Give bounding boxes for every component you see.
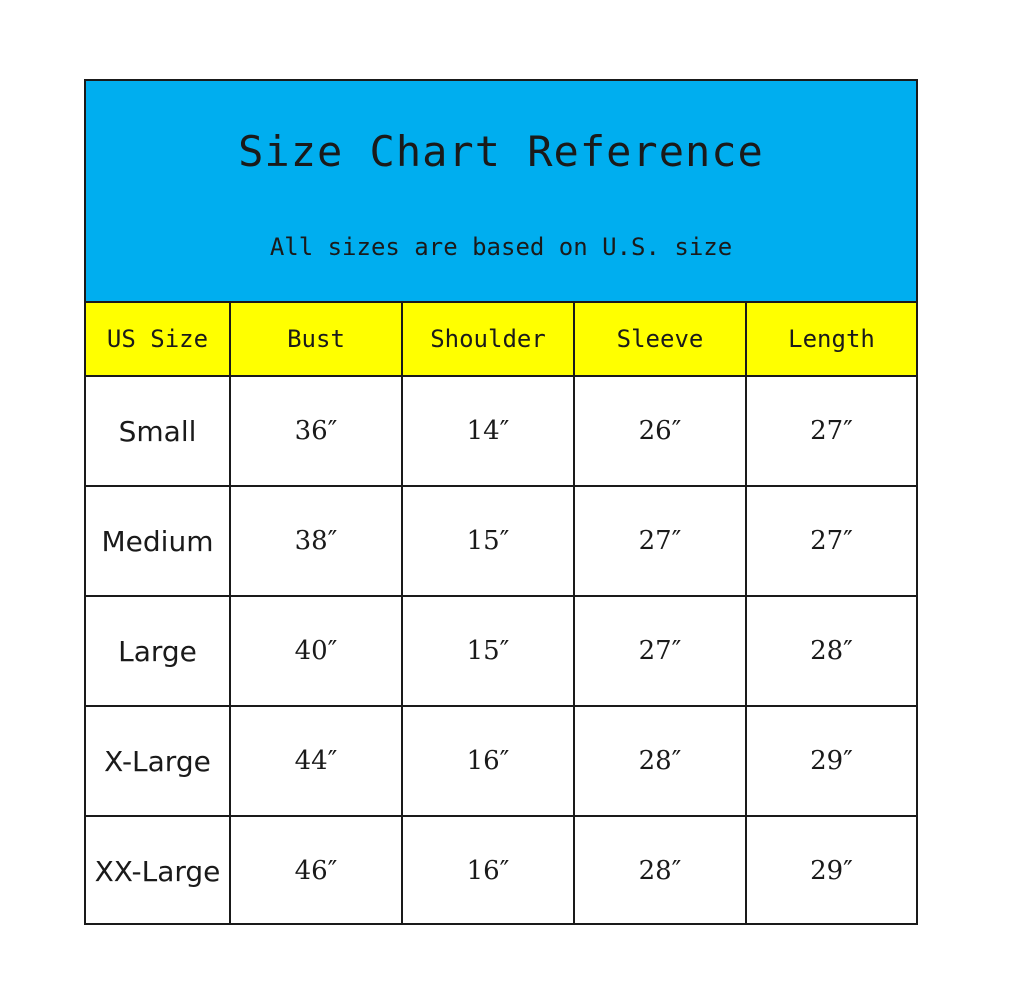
header-shoulder: Shoulder bbox=[402, 303, 574, 376]
chart-subtitle: All sizes are based on U.S. size bbox=[269, 233, 733, 261]
chart-title: Size Chart Reference bbox=[238, 127, 764, 176]
shoulder-cell: 16″ bbox=[402, 816, 574, 925]
shoulder-cell: 16″ bbox=[402, 706, 574, 816]
shoulder-cell: 15″ bbox=[402, 486, 574, 596]
shoulder-cell: 15″ bbox=[402, 596, 574, 706]
header-row bbox=[86, 303, 916, 376]
bust-cell: 44″ bbox=[230, 706, 402, 816]
header-sleeve: Sleeve bbox=[574, 303, 746, 376]
sleeve-cell: 28″ bbox=[574, 816, 746, 925]
bust-cell: 38″ bbox=[230, 486, 402, 596]
header-us-size: US Size bbox=[86, 303, 230, 376]
table-row bbox=[86, 816, 916, 925]
table-row bbox=[86, 596, 916, 706]
size-name-cell: Medium bbox=[86, 486, 230, 596]
header-length: Length bbox=[746, 303, 916, 376]
size-table bbox=[86, 303, 916, 925]
sleeve-cell: 27″ bbox=[574, 486, 746, 596]
table-row bbox=[86, 486, 916, 596]
sleeve-cell: 27″ bbox=[574, 596, 746, 706]
size-name-cell: Large bbox=[86, 596, 230, 706]
table-row bbox=[86, 376, 916, 486]
length-cell: 27″ bbox=[746, 486, 916, 596]
size-name-cell: X-Large bbox=[86, 706, 230, 816]
table-row bbox=[86, 706, 916, 816]
length-cell: 29″ bbox=[746, 706, 916, 816]
length-cell: 27″ bbox=[746, 376, 916, 486]
length-cell: 29″ bbox=[746, 816, 916, 925]
size-name-cell: Small bbox=[86, 376, 230, 486]
shoulder-cell: 14″ bbox=[402, 376, 574, 486]
length-cell: 28″ bbox=[746, 596, 916, 706]
bust-cell: 46″ bbox=[230, 816, 402, 925]
size-chart bbox=[84, 79, 918, 925]
bust-cell: 36″ bbox=[230, 376, 402, 486]
header-bust: Bust bbox=[230, 303, 402, 376]
size-name-cell: XX-Large bbox=[86, 816, 230, 925]
bust-cell: 40″ bbox=[230, 596, 402, 706]
sleeve-cell: 28″ bbox=[574, 706, 746, 816]
title-banner bbox=[86, 81, 916, 303]
sleeve-cell: 26″ bbox=[574, 376, 746, 486]
